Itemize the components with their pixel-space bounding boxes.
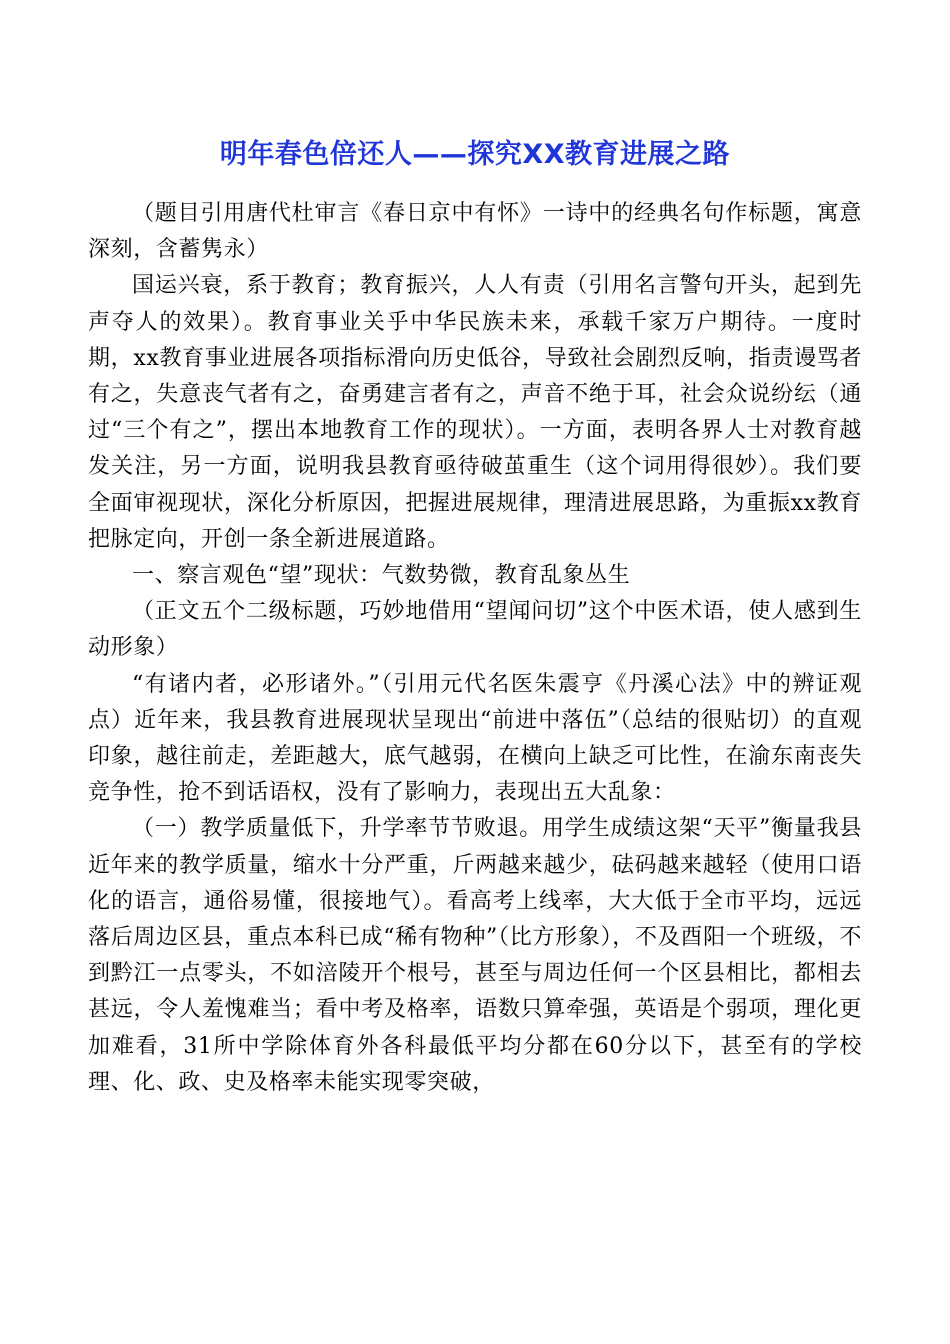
- section-heading-1: 一、察言观色“望”现状：气数势微，教育乱象丛生: [132, 563, 631, 589]
- paragraph-current-status: “有诸内者，必形诸外。”（引用元代名医朱震亨《丹溪心法》中的辨证观点）近年来，我县教育进展现状呈现出“前进中落伍”（总结的很贴切）的直观印象，越往前走，差距越大，底气越弱，在横向上缺乏可比性，在渝东南丧失竞争性，抢不到话语权，没有了影响力，表现出五大乱象：: [88, 671, 862, 806]
- paragraph-teaching-quality: （一）教学质量低下，升学率节节败退。用学生成绩这架“天平”衡量我县近年来的教学质量，缩水十分严重，斤两越来越少，砝码越来越轻（使用口语化的语言，通俗易懂，很接地气）。看高考上线率，大大低于全市平均，远远落后周边区县，重点本科已成“稀有物种”（比方形象），不及酉阳一个班级，不到黔江一点零头，不如涪陵开个根号，甚至与周边任何一个区县相比，都相去甚远，令人羞愧难当；看中考及格率，语数只算牵强，英语是个弱项，理化更加难看，31所中学除体育外各科最低平均分都在60分以下，甚至有的学校理、化、政、史及格率未能实现零突破，: [88, 816, 862, 1095]
- document-title: 明年春色倍还人——探究XX教育进展之路: [219, 139, 731, 170]
- paragraph-intro: 国运兴衰，系于教育；教育振兴，人人有责（引用名言警句开头，起到先声夺人的效果）。教育事业关乎中华民族未来，承载千家万户期待。一度时期，xx教育事业进展各项指标滑向历史低谷，导致社会剧烈反响，指责谩骂者有之，失意丧气者有之，奋勇建言者有之，声音不绝于耳，社会众说纷纭（通过“三个有之”，摆出本地教育工作的现状）。一方面，表明各界人士对教育越发关注，另一方面，说明我县教育亟待破茧重生（这个词用得很妙）。我们要全面审视现状，深化分析原因，把握进展规律，理清进展思路，为重振xx教育把脉定向，开创一条全新进展道路。: [88, 273, 862, 552]
- document-body: [88, 196, 862, 1101]
- paragraph-title-note: （题目引用唐代杜审言《春日京中有怀》一诗中的经典名句作标题，寓意深刻，含蓄隽永）: [88, 201, 862, 263]
- paragraph-heading-note: （正文五个二级标题，巧妙地借用“望闻问切”这个中医术语，使人感到生动形象）: [88, 599, 862, 661]
